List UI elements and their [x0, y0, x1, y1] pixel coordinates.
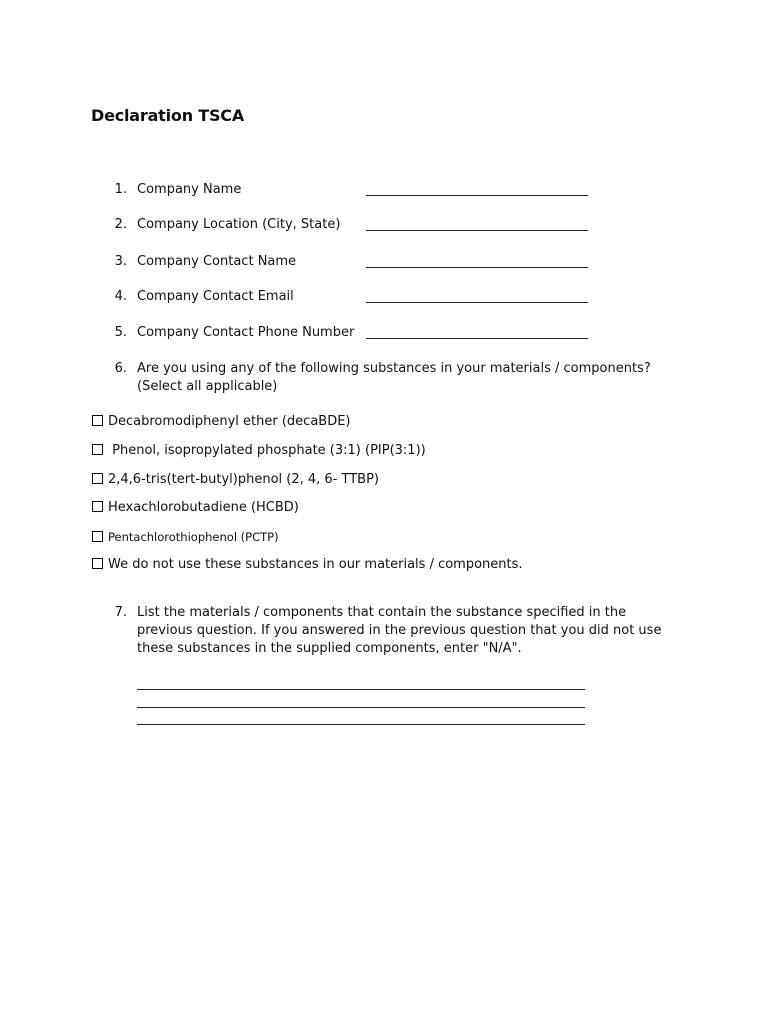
checkbox[interactable] [92, 501, 103, 512]
contact-name-field[interactable] [366, 267, 588, 268]
checkbox[interactable] [92, 415, 103, 426]
question-number: 1. [114, 182, 127, 197]
page-title: Declaration TSCA [91, 106, 245, 125]
option-decabde[interactable] [92, 414, 351, 430]
question-label: Company Name [137, 182, 242, 197]
company-name-field[interactable] [366, 195, 588, 196]
option-none[interactable] [92, 557, 523, 573]
answer-line-1[interactable] [137, 689, 585, 690]
checkbox[interactable] [92, 444, 103, 455]
answer-line-2[interactable] [137, 707, 585, 708]
answer-line-3[interactable] [137, 724, 585, 725]
option-label: Hexachlorobutadiene (HCBD) [108, 500, 299, 515]
question-label: Company Contact Email [137, 289, 294, 304]
company-location-field[interactable] [366, 230, 588, 231]
question-number: 3. [114, 254, 127, 269]
option-label: Phenol, isopropylated phosphate (3:1) (PIP(3:1)) [112, 443, 426, 458]
option-pctp[interactable] [92, 529, 279, 545]
option-ttbp[interactable] [92, 472, 379, 488]
question-number: 7. [114, 605, 127, 620]
option-label: Pentachlorothiophenol (PCTP) [108, 530, 279, 544]
option-pip[interactable] [92, 443, 426, 459]
question-label: Company Contact Phone Number [137, 325, 355, 340]
question-number: 6. [114, 361, 127, 376]
checkbox[interactable] [92, 473, 103, 484]
question-number: 2. [114, 217, 127, 232]
question-7-text: List the materials / components that contain the substance specified in the previous question. If you answered in the previous question that you did not use these substances in the supplied components, enter "N/A". [137, 605, 662, 656]
option-label: Decabromodiphenyl ether (decaBDE) [108, 414, 351, 429]
checkbox[interactable] [92, 558, 103, 569]
question-number: 5. [114, 325, 127, 340]
contact-email-field[interactable] [366, 302, 588, 303]
question-label: Company Contact Name [137, 254, 297, 269]
option-label: 2,4,6-tris(tert-butyl)phenol (2, 4, 6- TTBP) [108, 472, 380, 487]
contact-phone-field[interactable] [366, 338, 588, 339]
question-number: 4. [114, 289, 127, 304]
checkbox[interactable] [92, 531, 103, 542]
option-hcbd[interactable] [92, 500, 299, 516]
question-label: Company Location (City, State) [137, 217, 341, 232]
question-6-text: Are you using any of the following substances in your materials / components? (Select all applicable) [137, 361, 651, 394]
option-label: We do not use these substances in our materials / components. [108, 557, 523, 572]
